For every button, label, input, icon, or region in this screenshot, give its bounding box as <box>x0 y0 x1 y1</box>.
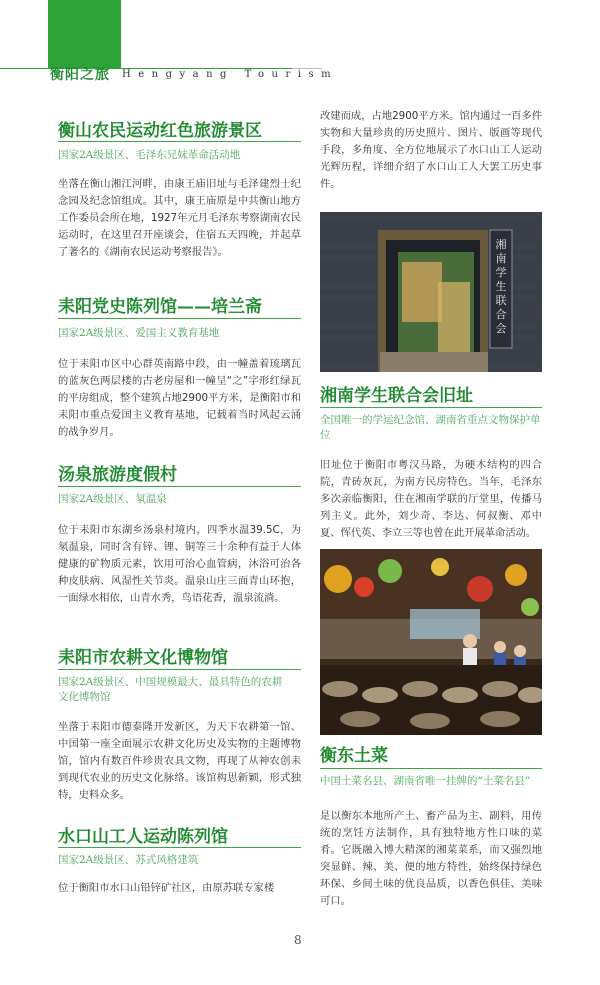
section-body: 位于耒阳市区中心群英南路中段，由一幢盖着琉璃瓦的蓝灰色两层楼的古老房屋和一幢呈“之”字形红绿瓦的平房组成，整个建筑占地2900平方米，是衡阳市和耒阳市重点爱国主义教育基地，记载着当时风起云涌的战争岁月。 <box>58 358 301 438</box>
building-photo-graphic <box>320 212 542 372</box>
section-body: 位于衡阳市水口山铅锌矿社区，由原苏联专家楼 <box>58 882 275 894</box>
section-rule <box>58 318 301 319</box>
section-title-shuikoushan: 水口山工人运动陈列馆 <box>58 827 228 847</box>
section-title-tangquan: 汤泉旅游度假村 <box>58 465 177 485</box>
section-body: 是以衡东本地所产土、畜产品为主、副料，用传统的烹饪方法制作，具有独特地方性口味的菜肴。它既融入博大精深的湘菜菜系，而又强烈地突显鲜、辣、美、便的地方特性，始终保持绿色环保、乡间土味的优良品质，以香色俱佳、美味可口。 <box>320 810 542 907</box>
section-rule <box>58 669 301 670</box>
section-rule <box>58 847 301 848</box>
section-subtitle: 国家2A级景区、中国规模最大、最具特色的农耕文化博物馆 <box>58 676 283 703</box>
section-subtitle: 国家2A级景区、苏式风格建筑 <box>58 854 199 866</box>
brand-title: 衡阳之旅 <box>50 67 110 83</box>
building-sign-text: 湘南学生联合会 <box>495 238 507 335</box>
section-subtitle: 中国土菜名县、湖南省唯一挂牌的“土菜名县” <box>320 775 531 787</box>
section-body: 位于耒阳市东湖乡汤泉村境内，四季水温39.5C，为氡温泉，同时含有锌、锂、铜等三十余种有益于人体健康的矿物质元素，饮用可治心血管病，沐浴可治各种皮肤病、风湿性关节炎。温泉山庄三面青山环抱，一面绿水相依，山青水秀，鸟语花香，温泉流淌。 <box>58 524 301 604</box>
section-title-hengshan: 衡山农民运动红色旅游景区 <box>58 121 262 141</box>
section-rule <box>320 407 542 408</box>
brand-english: Hengyang Tourism <box>122 69 339 80</box>
section-subtitle: 国家2A级景区、毛泽东兄妹革命活动地 <box>58 149 241 161</box>
section-body: 坐落在衡山湘江河畔，由康王庙旧址与毛泽建烈士纪念园及纪念馆组成。其中，康王庙原是中共衡山地方工作委员会所在地，1927年元月毛泽东考察湖南农民运动时，在这里召开座谈会，住宿五天四晚，并起草了著名的《湖南农民运动考察报告》。 <box>58 178 301 258</box>
restaurant-kitchen-photo <box>320 549 542 735</box>
section-body: 坐落于耒阳市德泰隆开发新区，为天下农耕第一馆、中国第一座全面展示农耕文化历史及实物的主题博物馆，馆内有数百件珍贵农具文物，再现了从神农创耒到现代农业的历史文化脉络。该馆构思新颖，形式独特，史料众多。 <box>58 721 301 801</box>
section-title-student-union: 湘南学生联合会旧址 <box>320 386 473 406</box>
section-rule <box>320 768 542 769</box>
page-number: 8 <box>294 933 302 947</box>
section-subtitle: 国家2A级景区、爱国主义教育基地 <box>58 327 220 339</box>
section-subtitle: 国家2A级景区、氡温泉 <box>58 493 167 505</box>
section-body: 旧址位于衡阳市粤汉马路，为硬木结构的四合院，青砖灰瓦，为南方民房特色。当年，毛泽东多次亲临衡阳，住在湘南学联的厅堂里，传播马列主义。此外，刘少奇、李达、何叔衡、邓中夏、恽代英、李立三等也曾在此开展革命活动。 <box>320 459 542 539</box>
kitchen-photo-graphic <box>320 549 542 735</box>
section-body-continued: 改建而成，占地2900平方米。馆内通过一百多件实物和大量珍贵的历史照片、图片、版画等现代手段，多角度、全方位地展示了水口山工人运动光辉历程，详细介绍了水口山工人大罢工历史事件。 <box>320 110 542 190</box>
section-title-leiyang-party: 耒阳党史陈列馆——培兰斋 <box>58 297 262 317</box>
section-title-farming-museum: 耒阳市农耕文化博物馆 <box>58 648 228 668</box>
section-rule <box>58 141 301 142</box>
section-title-hengdong-cuisine: 衡东土菜 <box>320 746 388 766</box>
section-rule <box>58 486 301 487</box>
building-entrance-photo <box>320 212 542 372</box>
header-color-block <box>48 0 121 68</box>
section-subtitle: 全国唯一的学运纪念馆、湖南省重点文物保护单位 <box>320 414 541 441</box>
